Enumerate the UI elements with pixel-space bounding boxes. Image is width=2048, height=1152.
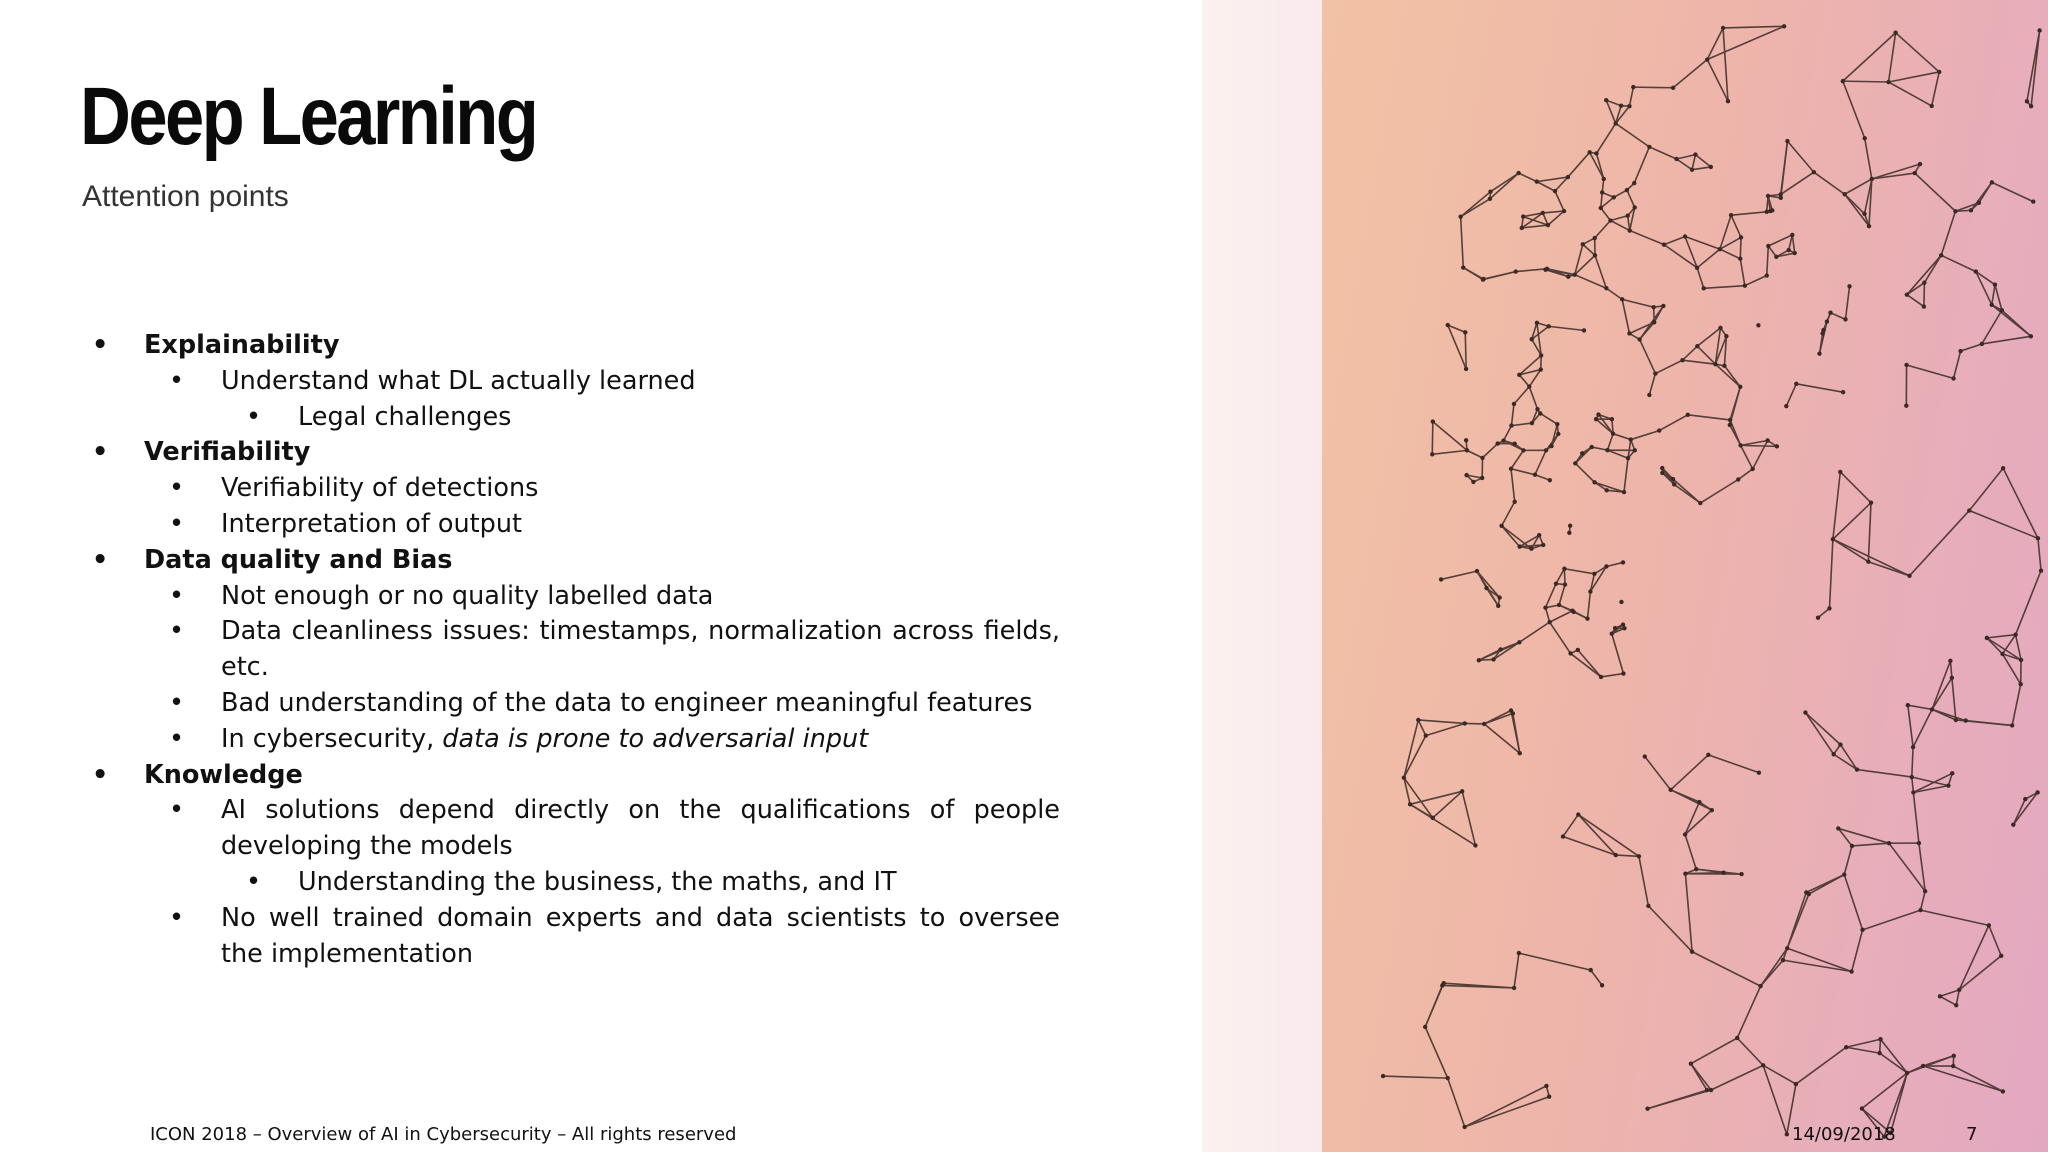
bullet-list: [90, 328, 1060, 972]
bullet-qualifications: • AI solutions depend directly on the qualifications of people developing the models: [90, 793, 1060, 865]
bullet-knowledge: • Knowledge: [90, 758, 1060, 794]
bullet-legal-challenges: • Legal challenges: [90, 400, 1060, 436]
footer-date: 14/09/2018: [1792, 1124, 1896, 1145]
bullet-adversarial: [90, 722, 1060, 758]
footer-copyright: ICON 2018 – Overview of AI in Cybersecurity – All rights reserved: [150, 1124, 737, 1145]
bullet-domain-experts: • No well trained domain experts and data scientists to oversee the implementation: [90, 901, 1060, 973]
bullet-adversarial-prefix: In cybersecurity,: [221, 723, 443, 754]
image-fade-strip: [1202, 0, 1322, 1152]
bullet-adversarial-emphasis: data is prone to adversarial input: [442, 723, 869, 754]
bullet-verifiability-detections: • Verifiability of detections: [90, 471, 1060, 507]
mesh-lines: [1383, 26, 2041, 1136]
bullet-verifiability: • Verifiability: [90, 435, 1060, 471]
bullet-interpretation-output: • Interpretation of output: [90, 507, 1060, 543]
slide-subtitle: Attention points: [82, 180, 289, 213]
bullet-understand-learned: • Understand what DL actually learned: [90, 364, 1060, 400]
bullet-labelled-data: • Not enough or no quality labelled data: [90, 579, 1060, 615]
slide-title: Deep Learning: [80, 71, 537, 162]
bullet-business-maths-it: • Understanding the business, the maths, and IT: [90, 865, 1060, 901]
footer-page-number: 7: [1966, 1124, 1978, 1145]
bullet-data-cleanliness: • Data cleanliness issues: timestamps, normalization across fields, etc.: [90, 614, 1060, 686]
bullet-data-understanding: • Bad understanding of the data to engineer meaningful features: [90, 686, 1060, 722]
mesh-nodes: [1381, 24, 2043, 1139]
bullet-data-quality: • Data quality and Bias: [90, 543, 1060, 579]
wireframe-head-illustration: [1322, 0, 2048, 1152]
polygon-head-image: [1322, 0, 2048, 1152]
bullet-explainability: • Explainability: [90, 328, 1060, 364]
